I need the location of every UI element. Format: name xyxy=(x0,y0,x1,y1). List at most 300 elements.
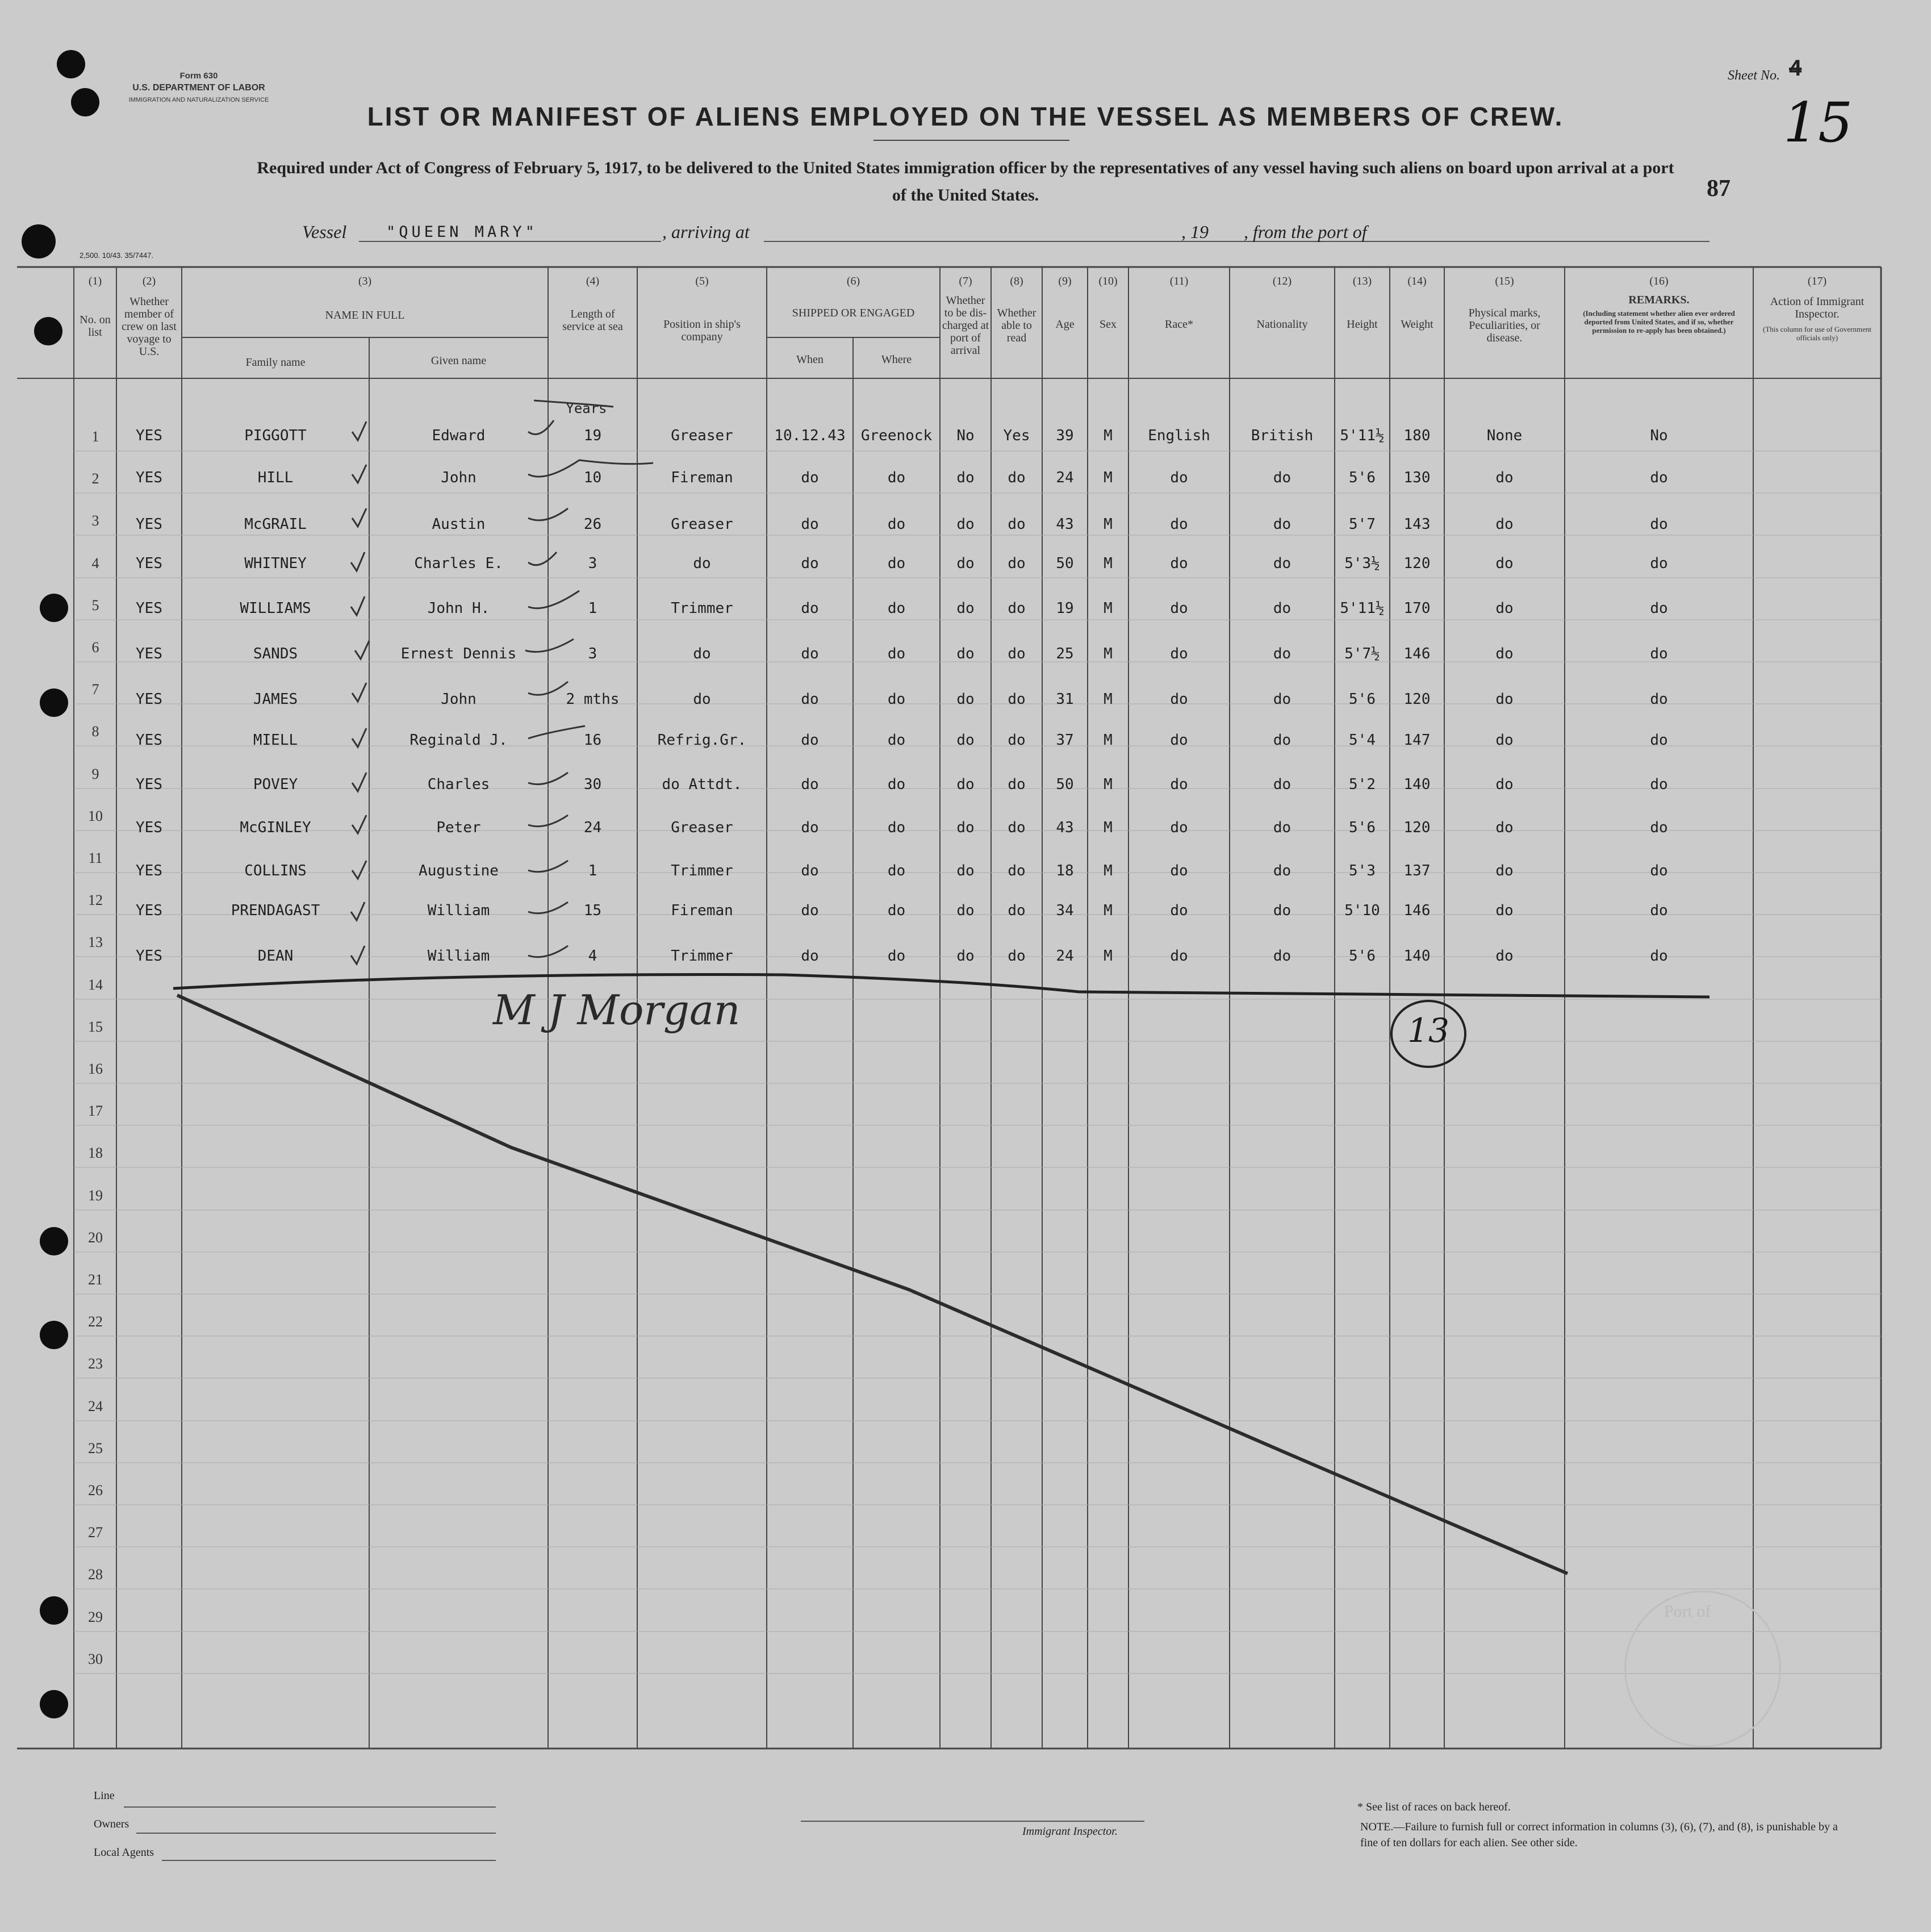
cell-height: 5'6 xyxy=(1349,469,1376,486)
cell-sex: M xyxy=(1104,469,1113,486)
col-num-3: (3) xyxy=(358,275,372,287)
print-code: 2,500. 10/43. 35/7447. xyxy=(80,251,154,260)
row-number: 20 xyxy=(88,1229,103,1246)
cell-shipped-when: do xyxy=(801,902,819,919)
cell-age: 37 xyxy=(1056,732,1074,749)
cell-age: 19 xyxy=(1056,600,1074,617)
cell-able-to-read: do xyxy=(1008,600,1026,617)
cancel-slash-line xyxy=(177,995,1568,1574)
row-number: 2 xyxy=(91,470,99,487)
cell-physical-marks: do xyxy=(1495,948,1514,965)
cell-race: English xyxy=(1148,427,1210,444)
cell-sex: M xyxy=(1104,776,1113,793)
cell-nationality: do xyxy=(1273,516,1291,533)
cell-length-of-service: 24 xyxy=(583,819,602,836)
cell-given-name: John H. xyxy=(427,600,490,617)
cell-family-name: PIGGOTT xyxy=(244,427,307,444)
subtitle: Required under Act of Congress of February 5, 1917, to be delivered to the United States immigration officer by the representatives of any vessel having such aliens on board upon arrival at a port of the United States. xyxy=(257,158,1674,205)
cell-age: 50 xyxy=(1056,776,1074,793)
cell-shipped-when: 10.12.43 xyxy=(774,427,846,444)
owners-label: Owners xyxy=(94,1818,129,1830)
cell-shipped-where: Greenock xyxy=(860,427,933,444)
owners-underline xyxy=(136,1833,496,1834)
cell-crew-last-voyage: YES xyxy=(136,732,162,749)
cell-shipped-when: do xyxy=(801,819,819,836)
cell-discharged: No xyxy=(956,427,975,444)
cell-remarks: do xyxy=(1650,645,1668,662)
cell-crew-last-voyage: YES xyxy=(136,819,162,836)
cell-given-name: William xyxy=(427,902,490,919)
row-number: 22 xyxy=(88,1313,103,1330)
cell-physical-marks: do xyxy=(1495,819,1514,836)
cell-ship-position: Refrig.Gr. xyxy=(657,732,747,749)
col-subheader-family-name: Family name xyxy=(245,356,306,369)
col-num-14: (14) xyxy=(1407,275,1427,287)
cell-discharged: do xyxy=(956,691,975,708)
cell-shipped-where: do xyxy=(887,555,906,572)
cell-family-name: SANDS xyxy=(253,645,298,662)
col-header-length-of-service: Length of service at sea xyxy=(562,308,623,333)
col-num-5: (5) xyxy=(695,275,709,287)
cell-discharged: do xyxy=(956,732,975,749)
cell-sex: M xyxy=(1104,645,1113,662)
sheet-crossed-value: 4 xyxy=(1789,56,1802,81)
cell-ship-position: Greaser xyxy=(671,427,733,444)
cell-weight: 170 xyxy=(1403,600,1431,617)
row-number: 11 xyxy=(88,850,103,866)
col-header-name-in-full: NAME IN FULL xyxy=(325,309,405,322)
cell-physical-marks: do xyxy=(1495,862,1514,879)
col-header-race: Race* xyxy=(1165,318,1193,331)
col-header-nationality: Nationality xyxy=(1256,318,1308,331)
row-number: 24 xyxy=(88,1397,103,1414)
years-underline-mark xyxy=(534,400,613,407)
cell-race: do xyxy=(1170,902,1188,919)
cell-height: 5'7½ xyxy=(1344,645,1380,662)
cell-remarks: do xyxy=(1650,862,1668,879)
col-header-last-voyage: Whether member of crew on last voyage to U.S. xyxy=(122,295,177,358)
cell-height: 5'6 xyxy=(1349,819,1376,836)
cell-remarks: do xyxy=(1650,691,1668,708)
col-header-weight: Weight xyxy=(1401,318,1433,331)
cell-given-name: Augustine xyxy=(419,862,499,879)
cell-nationality: do xyxy=(1273,776,1291,793)
cell-nationality: do xyxy=(1273,819,1291,836)
cell-crew-last-voyage: YES xyxy=(136,600,162,617)
cell-shipped-when: do xyxy=(801,600,819,617)
cell-weight: 140 xyxy=(1403,948,1431,965)
cell-shipped-where: do xyxy=(887,862,906,879)
cell-age: 24 xyxy=(1056,469,1074,486)
cell-crew-last-voyage: YES xyxy=(136,776,162,793)
cell-remarks: do xyxy=(1650,516,1668,533)
col-header-height: Height xyxy=(1347,318,1378,331)
years-unit: Years xyxy=(566,400,607,416)
cell-height: 5'3 xyxy=(1349,862,1376,879)
cell-physical-marks: None xyxy=(1486,427,1523,444)
cell-length-of-service: 30 xyxy=(583,776,602,793)
col-header-position: Position in ship's company xyxy=(663,318,741,343)
cell-given-name: Ernest Dennis xyxy=(400,645,517,662)
cell-age: 31 xyxy=(1056,691,1074,708)
cell-shipped-where: do xyxy=(887,776,906,793)
cell-able-to-read: do xyxy=(1008,555,1026,572)
cell-physical-marks: do xyxy=(1495,600,1514,617)
cell-family-name: DEAN xyxy=(257,948,294,965)
cell-physical-marks: do xyxy=(1495,469,1514,486)
cell-weight: 137 xyxy=(1403,862,1431,879)
cell-shipped-where: do xyxy=(887,600,906,617)
cell-weight: 120 xyxy=(1403,555,1431,572)
cell-crew-last-voyage: YES xyxy=(136,691,162,708)
cell-weight: 146 xyxy=(1403,645,1431,662)
col-num-16: (16) xyxy=(1649,275,1669,287)
cell-discharged: do xyxy=(956,555,975,572)
cell-shipped-when: do xyxy=(801,555,819,572)
row-number: 27 xyxy=(88,1524,103,1541)
cell-physical-marks: do xyxy=(1495,902,1514,919)
cell-nationality: do xyxy=(1273,691,1291,708)
check-marks xyxy=(351,420,653,964)
col-header-shipped-or-engaged: SHIPPED OR ENGAGED xyxy=(792,307,915,319)
cell-discharged: do xyxy=(956,516,975,533)
cell-discharged: do xyxy=(956,902,975,919)
cell-length-of-service: 2 mths xyxy=(566,691,620,708)
cell-age: 18 xyxy=(1056,862,1074,879)
circled-total: 13 xyxy=(1407,1011,1449,1050)
cell-weight: 130 xyxy=(1403,469,1431,486)
row-number: 7 xyxy=(91,681,99,698)
row-number: 6 xyxy=(91,639,99,656)
cell-crew-last-voyage: YES xyxy=(136,645,162,662)
cell-nationality: do xyxy=(1273,862,1291,879)
page-title: LIST OR MANIFEST OF ALIENS EMPLOYED ON THE VESSEL AS MEMBERS OF CREW. xyxy=(367,102,1564,131)
col-subheader-given-name: Given name xyxy=(430,354,487,367)
cell-given-name: Reginald J. xyxy=(409,732,508,749)
col-header-age: Age xyxy=(1055,318,1075,331)
cell-race: do xyxy=(1170,819,1188,836)
cell-family-name: JAMES xyxy=(253,691,298,708)
cell-nationality: do xyxy=(1273,600,1291,617)
line-underline xyxy=(124,1806,496,1808)
cell-able-to-read: do xyxy=(1008,645,1026,662)
cell-family-name: COLLINS xyxy=(244,862,307,879)
cell-nationality: do xyxy=(1273,645,1291,662)
cell-sex: M xyxy=(1104,732,1113,749)
row-number: 5 xyxy=(91,596,99,614)
row-number: 19 xyxy=(88,1187,103,1204)
cell-able-to-read: do xyxy=(1008,691,1026,708)
row-number: 12 xyxy=(88,892,103,909)
cell-ship-position: do xyxy=(693,645,711,662)
cell-physical-marks: do xyxy=(1495,516,1514,533)
cell-ship-position: do xyxy=(693,555,711,572)
cell-race: do xyxy=(1170,645,1188,662)
cell-remarks: do xyxy=(1650,902,1668,919)
cell-crew-last-voyage: YES xyxy=(136,862,162,879)
cell-shipped-when: do xyxy=(801,862,819,879)
cell-discharged: do xyxy=(956,819,975,836)
row-number: 30 xyxy=(88,1650,103,1667)
cell-crew-last-voyage: YES xyxy=(136,948,162,965)
cell-given-name: William xyxy=(427,948,490,965)
cell-ship-position: Fireman xyxy=(671,469,733,486)
cell-race: do xyxy=(1170,555,1188,572)
cell-physical-marks: do xyxy=(1495,555,1514,572)
cell-sex: M xyxy=(1104,427,1113,444)
end-of-list-line xyxy=(173,975,1710,998)
cell-shipped-when: do xyxy=(801,948,819,965)
cell-height: 5'4 xyxy=(1349,732,1376,749)
cell-ship-position: Greaser xyxy=(671,516,733,533)
cell-given-name: John xyxy=(441,469,477,486)
cell-ship-position: do Attdt. xyxy=(662,776,742,793)
cell-height: 5'6 xyxy=(1349,691,1376,708)
cell-given-name: Edward xyxy=(432,427,486,444)
row-number: 3 xyxy=(91,512,99,529)
cell-ship-position: Trimmer xyxy=(671,862,733,879)
row-number: 4 xyxy=(91,554,99,571)
cell-age: 24 xyxy=(1056,948,1074,965)
cell-length-of-service: 3 xyxy=(588,645,597,662)
cell-length-of-service: 16 xyxy=(583,732,602,749)
cell-race: do xyxy=(1170,776,1188,793)
cell-physical-marks: do xyxy=(1495,776,1514,793)
cell-able-to-read: do xyxy=(1008,862,1026,879)
row-number: 13 xyxy=(88,934,103,951)
col-num-9: (9) xyxy=(1058,275,1072,287)
cell-remarks: do xyxy=(1650,600,1668,617)
cell-ship-position: do xyxy=(693,691,711,708)
form-number: Form 630 xyxy=(179,71,218,81)
row-number: 23 xyxy=(88,1355,103,1372)
row-number: 25 xyxy=(88,1439,103,1457)
agents-underline xyxy=(162,1860,496,1861)
cell-age: 25 xyxy=(1056,645,1074,662)
cell-able-to-read: do xyxy=(1008,732,1026,749)
cell-nationality: do xyxy=(1273,948,1291,965)
cell-family-name: WILLIAMS xyxy=(240,600,311,617)
cell-nationality: do xyxy=(1273,902,1291,919)
cell-remarks: No xyxy=(1650,427,1668,444)
cell-length-of-service: 19 xyxy=(583,427,602,444)
cell-shipped-when: do xyxy=(801,732,819,749)
cell-shipped-where: do xyxy=(887,948,906,965)
cell-remarks: do xyxy=(1650,469,1668,486)
penalty-note: NOTE.—Failure to furnish full or correct information in columns (3), (6), (7), and (8), is punishable by a fine of ten dollars for each alien. See other side. xyxy=(1360,1821,1838,1849)
cell-length-of-service: 1 xyxy=(588,600,597,617)
cell-able-to-read: do xyxy=(1008,776,1026,793)
sheet-number: 15 xyxy=(1783,91,1853,155)
cell-weight: 120 xyxy=(1403,691,1431,708)
local-agents-label: Local Agents xyxy=(94,1846,154,1859)
row-number: 26 xyxy=(88,1482,103,1499)
vessel-label: Vessel xyxy=(302,222,347,242)
col-num-17: (17) xyxy=(1807,275,1827,287)
col-header-physical-marks: Physical marks, Peculiarities, or disease. xyxy=(1468,307,1541,344)
col-num-10: (10) xyxy=(1098,275,1118,287)
cell-weight: 140 xyxy=(1403,776,1431,793)
cell-given-name: Charles E. xyxy=(414,555,503,572)
cell-able-to-read: do xyxy=(1008,948,1026,965)
cell-weight: 143 xyxy=(1403,516,1431,533)
cell-shipped-where: do xyxy=(887,516,906,533)
col-header-remarks: REMARKS. xyxy=(1628,294,1690,306)
cell-shipped-when: do xyxy=(801,469,819,486)
col-num-8: (8) xyxy=(1010,275,1023,287)
cell-shipped-when: do xyxy=(801,776,819,793)
col-subheader-where: Where xyxy=(881,353,912,366)
col-num-7: (7) xyxy=(959,275,972,287)
col-header-able-to-read: Whether able to read xyxy=(997,307,1036,344)
cell-weight: 147 xyxy=(1403,732,1431,749)
cell-physical-marks: do xyxy=(1495,732,1514,749)
cell-able-to-read: do xyxy=(1008,819,1026,836)
races-note: * See list of races on back hereof. xyxy=(1357,1801,1511,1813)
cell-weight: 146 xyxy=(1403,902,1431,919)
cell-shipped-where: do xyxy=(887,691,906,708)
col-num-6: (6) xyxy=(846,275,860,287)
from-port-label: , from the port of xyxy=(1244,222,1367,242)
cell-length-of-service: 3 xyxy=(588,555,597,572)
cell-sex: M xyxy=(1104,902,1113,919)
row-number: 17 xyxy=(88,1103,103,1120)
cell-crew-last-voyage: YES xyxy=(136,555,162,572)
inspector-signature-line xyxy=(801,1821,1144,1822)
cell-remarks: do xyxy=(1650,948,1668,965)
cell-given-name: Charles xyxy=(427,776,490,793)
cell-given-name: Austin xyxy=(432,516,486,533)
cell-sex: M xyxy=(1104,600,1113,617)
col-num-11: (11) xyxy=(1169,275,1189,287)
cell-race: do xyxy=(1170,691,1188,708)
cell-shipped-where: do xyxy=(887,902,906,919)
col-header-no-on-list: No. on list xyxy=(80,314,111,339)
row-number: 21 xyxy=(88,1271,103,1288)
cell-discharged: do xyxy=(956,600,975,617)
cell-sex: M xyxy=(1104,862,1113,879)
cell-able-to-read: Yes xyxy=(1003,427,1030,444)
cell-discharged: do xyxy=(956,862,975,879)
col-num-15: (15) xyxy=(1495,275,1514,287)
cell-family-name: McGINLEY xyxy=(240,819,311,836)
cell-remarks: do xyxy=(1650,732,1668,749)
cell-age: 34 xyxy=(1056,902,1074,919)
cell-sex: M xyxy=(1104,555,1113,572)
cell-shipped-when: do xyxy=(801,691,819,708)
cell-shipped-where: do xyxy=(887,819,906,836)
cell-weight: 120 xyxy=(1403,819,1431,836)
cell-race: do xyxy=(1170,469,1188,486)
department-name: U.S. DEPARTMENT OF LABOR xyxy=(132,83,265,93)
cell-height: 5'11½ xyxy=(1340,600,1385,617)
cell-nationality: do xyxy=(1273,555,1291,572)
cell-able-to-read: do xyxy=(1008,902,1026,919)
cell-able-to-read: do xyxy=(1008,516,1026,533)
year-label: , 19 xyxy=(1181,222,1209,242)
cell-race: do xyxy=(1170,732,1188,749)
cell-race: do xyxy=(1170,600,1188,617)
cell-length-of-service: 15 xyxy=(583,902,602,919)
cell-family-name: HILL xyxy=(257,469,294,486)
cell-length-of-service: 1 xyxy=(588,862,597,879)
row-number: 18 xyxy=(88,1145,103,1162)
cell-family-name: MIELL xyxy=(253,732,298,749)
cell-family-name: PRENDAGAST xyxy=(231,902,320,919)
cell-height: 5'2 xyxy=(1349,776,1376,793)
cell-height: 5'7 xyxy=(1349,516,1376,533)
cell-nationality: do xyxy=(1273,732,1291,749)
row-number: 16 xyxy=(88,1061,103,1077)
cell-remarks: do xyxy=(1650,776,1668,793)
sheet-label: Sheet No. xyxy=(1728,68,1780,83)
col-subheader-when: When xyxy=(796,353,824,366)
cell-physical-marks: do xyxy=(1495,645,1514,662)
cell-height: 5'3½ xyxy=(1344,555,1380,572)
col-header-sex: Sex xyxy=(1100,318,1117,331)
cell-discharged: do xyxy=(956,469,975,486)
cell-family-name: POVEY xyxy=(253,776,298,793)
cell-shipped-where: do xyxy=(887,732,906,749)
cell-age: 50 xyxy=(1056,555,1074,572)
cell-ship-position: Trimmer xyxy=(671,948,733,965)
col-num-13: (13) xyxy=(1352,275,1372,287)
cell-ship-position: Trimmer xyxy=(671,600,733,617)
cell-age: 39 xyxy=(1056,427,1074,444)
row-number: 15 xyxy=(88,1018,103,1035)
cell-race: do xyxy=(1170,948,1188,965)
cell-ship-position: Fireman xyxy=(671,902,733,919)
row-number: 10 xyxy=(88,807,103,824)
col-num-12: (12) xyxy=(1272,275,1292,287)
row-number: 1 xyxy=(91,428,99,445)
cell-shipped-when: do xyxy=(801,516,819,533)
cell-sex: M xyxy=(1104,691,1113,708)
cell-given-name: John xyxy=(441,691,477,708)
row-number: 29 xyxy=(88,1608,103,1625)
cell-able-to-read: do xyxy=(1008,469,1026,486)
cell-family-name: McGRAIL xyxy=(244,516,307,533)
cell-length-of-service: 4 xyxy=(588,948,597,965)
arriving-label: , arriving at xyxy=(662,222,750,242)
row-number: 9 xyxy=(91,765,99,782)
cell-weight: 180 xyxy=(1403,427,1431,444)
cell-crew-last-voyage: YES xyxy=(136,516,162,533)
cell-family-name: WHITNEY xyxy=(244,555,307,572)
cell-crew-last-voyage: YES xyxy=(136,902,162,919)
vessel-name: "QUEEN MARY" xyxy=(386,223,538,241)
service-name: IMMIGRATION AND NATURALIZATION SERVICE xyxy=(128,97,269,103)
cell-ship-position: Greaser xyxy=(671,819,733,836)
cell-remarks: do xyxy=(1650,819,1668,836)
row-number: 28 xyxy=(88,1566,103,1583)
cell-sex: M xyxy=(1104,516,1113,533)
cell-nationality: do xyxy=(1273,469,1291,486)
cell-crew-last-voyage: YES xyxy=(136,469,162,486)
cell-shipped-where: do xyxy=(887,645,906,662)
stamp-text: Port of xyxy=(1664,1602,1711,1621)
cell-nationality: British xyxy=(1251,427,1314,444)
cell-shipped-where: do xyxy=(887,469,906,486)
col-num-1: (1) xyxy=(88,275,102,287)
col-header-action-note: (This column for use of Government officials only) xyxy=(1763,325,1871,342)
cell-age: 43 xyxy=(1056,819,1074,836)
immigrant-inspector-label: Immigrant Inspector. xyxy=(1022,1825,1118,1838)
cell-length-of-service: 26 xyxy=(583,516,602,533)
cell-discharged: do xyxy=(956,645,975,662)
row-number: 14 xyxy=(88,976,103,993)
col-header-action: Action of Immigrant Inspector. xyxy=(1770,295,1865,320)
